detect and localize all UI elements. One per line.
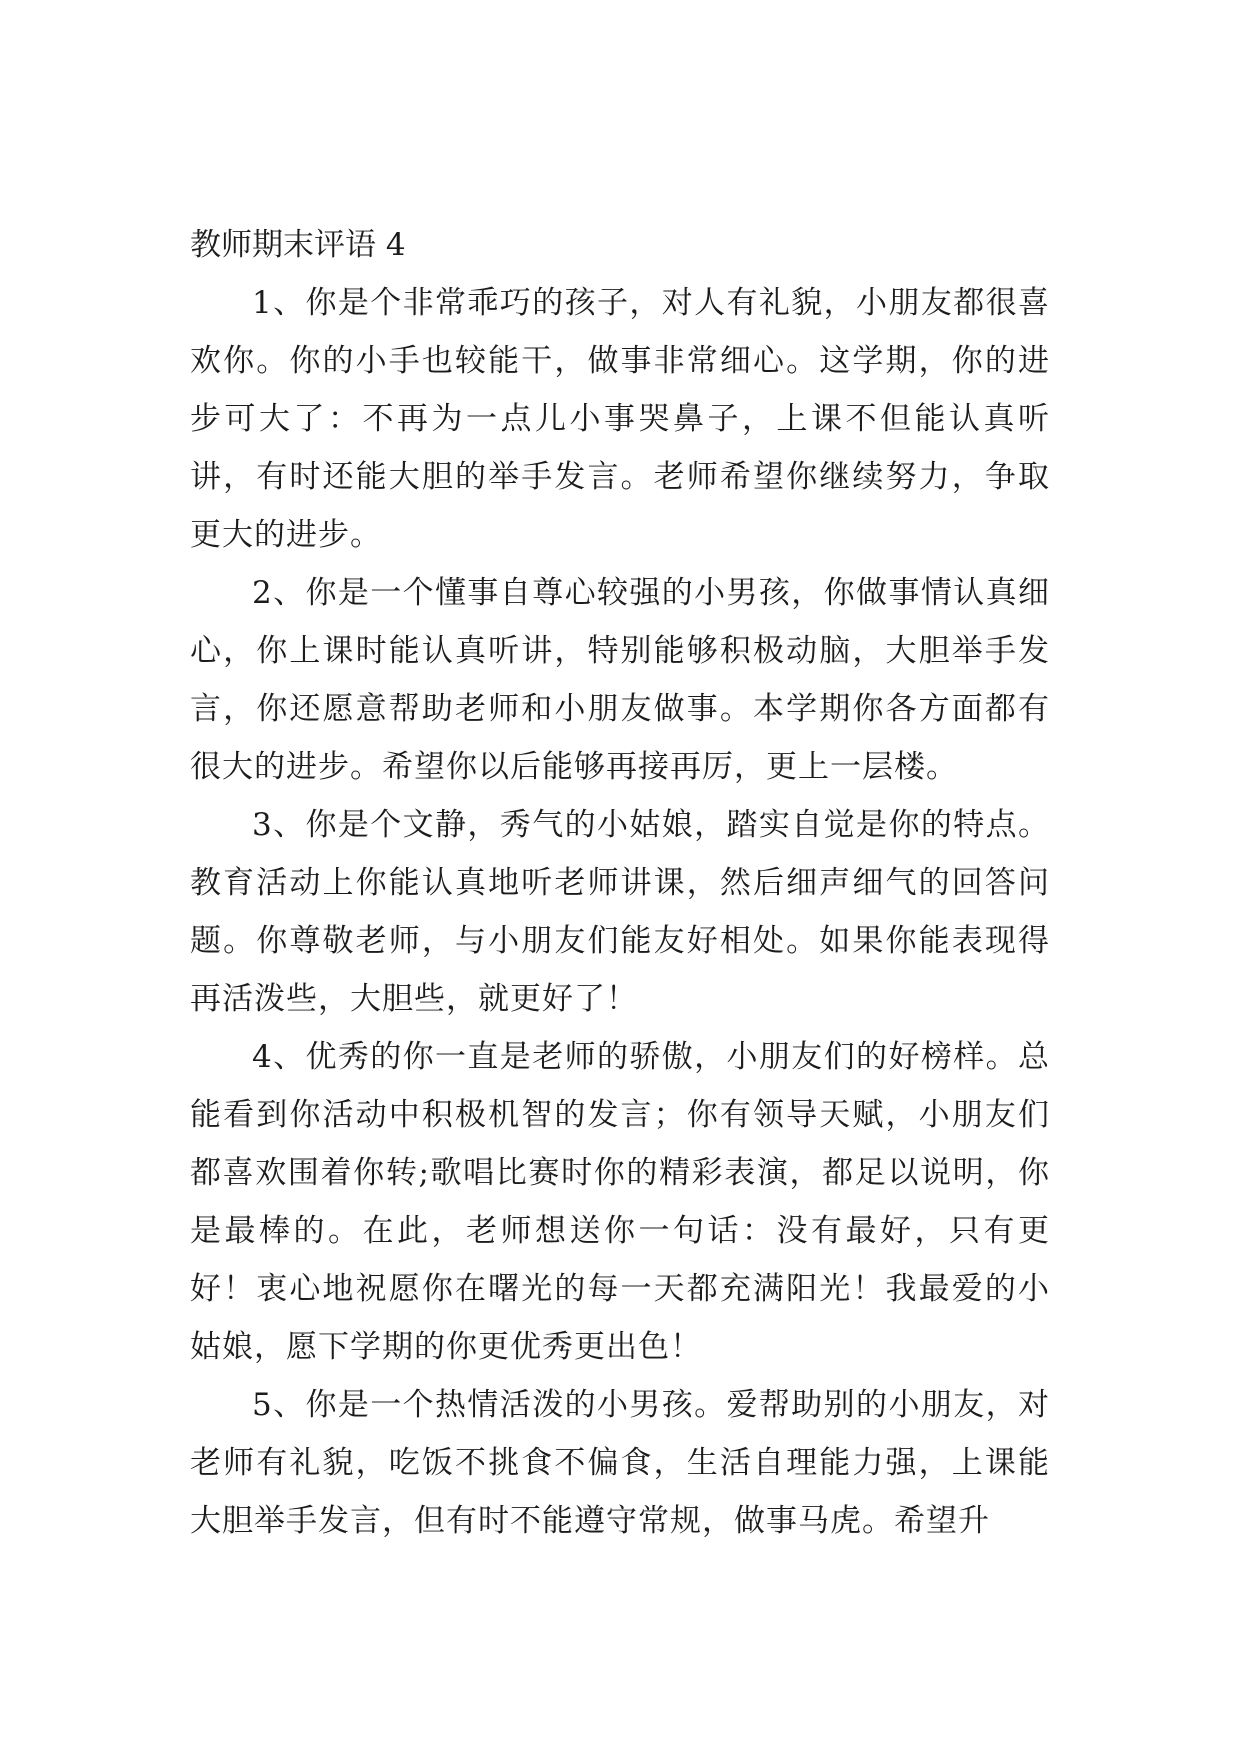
comment-paragraph-4: 4、优秀的你一直是老师的骄傲，小朋友们的好榜样。总能看到你活动中积极机智的发言；你有领导天赋，小朋友们都喜欢围着你转;歌唱比赛时你的精彩表演，都足以说明，你是最棒的。在此，老师想送你一句话：没有最好，只有更好！衷心地祝愿你在曙光的每一天都充满阳光！我最爱的小姑娘，愿下学期的你更优秀更出色！ (190, 1039, 1050, 1365)
document-title: 教师期末评语 4 (190, 227, 406, 263)
comment-paragraph-3: 3、你是个文静，秀气的小姑娘，踏实自觉是你的特点。教育活动上你能认真地听老师讲课，然后细声细气的回答问题。你尊敬老师，与小朋友们能友好相处。如果你能表现得再活泼些，大胆些，就更好了！ (190, 807, 1050, 1017)
document-body (190, 216, 1050, 1550)
comment-paragraph-5: 5、你是一个热情活泼的小男孩。爱帮助别的小朋友，对老师有礼貌，吃饭不挑食不偏食，生活自理能力强，上课能大胆举手发言，但有时不能遵守常规，做事马虎。希望升 (190, 1387, 1050, 1539)
comment-paragraph-2: 2、你是一个懂事自尊心较强的小男孩，你做事情认真细心，你上课时能认真听讲，特别能够积极动脑，大胆举手发言，你还愿意帮助老师和小朋友做事。本学期你各方面都有很大的进步。希望你以后能够再接再厉，更上一层楼。 (190, 575, 1050, 785)
comment-paragraph-1: 1、你是个非常乖巧的孩子，对人有礼貌，小朋友都很喜欢你。你的小手也较能干，做事非常细心。这学期，你的进步可大了：不再为一点儿小事哭鼻子，上课不但能认真听讲，有时还能大胆的举手发言。老师希望你继续努力，争取更大的进步。 (190, 285, 1050, 553)
